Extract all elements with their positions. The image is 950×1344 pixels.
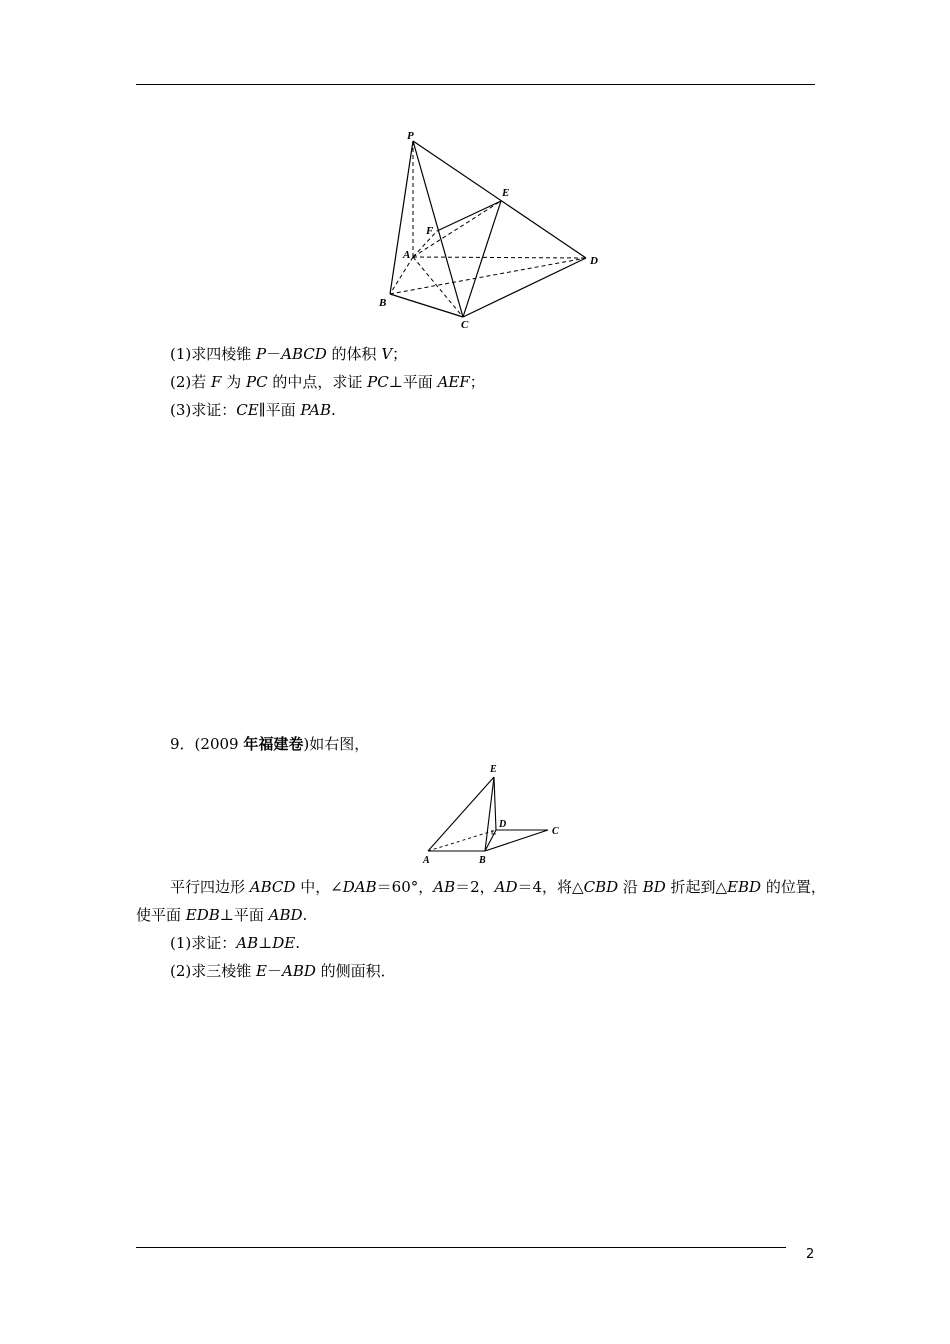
q9-part2: (2)求三棱锥 E－ABD 的侧面积． xyxy=(170,962,396,980)
label-D: D xyxy=(590,255,598,267)
q9-part1: (1)求证：AB⊥DE. xyxy=(170,934,300,952)
fold-figure xyxy=(415,760,575,870)
header-rule xyxy=(136,84,815,85)
q9-header: 9．(2009 年福建卷)如右图， xyxy=(170,735,370,753)
label-P: P xyxy=(407,130,414,142)
label-D2: D xyxy=(499,819,507,830)
q8-part1: (1)求四棱锥 P－ABCD 的体积 V； xyxy=(170,345,408,363)
page-number: 2 xyxy=(806,1247,815,1262)
label-B: B xyxy=(379,297,387,309)
pyramid-figure xyxy=(370,125,610,335)
footer-rule xyxy=(136,1247,786,1248)
label-F: F xyxy=(426,225,434,237)
label-A: A xyxy=(403,249,411,261)
label-E: E xyxy=(502,187,510,199)
label-E2: E xyxy=(490,764,497,775)
q8-part3: (3)求证：CE∥平面 PAB. xyxy=(170,401,336,419)
q8-part2: (2)若 F 为 PC 的中点，求证 PC⊥平面 AEF； xyxy=(170,373,485,391)
label-A2: A xyxy=(423,855,430,866)
label-B2: B xyxy=(479,855,486,866)
label-C: C xyxy=(461,319,469,331)
label-C2: C xyxy=(552,826,559,837)
q9-stem-line1: 平行四边形 ABCD 中，∠DAB＝60°，AB＝2，AD＝4，将△CBD 沿 BD 折起到△EBD 的位置， xyxy=(170,878,826,896)
q9-stem-line2: 使平面 EDB⊥平面 ABD. xyxy=(136,906,308,924)
